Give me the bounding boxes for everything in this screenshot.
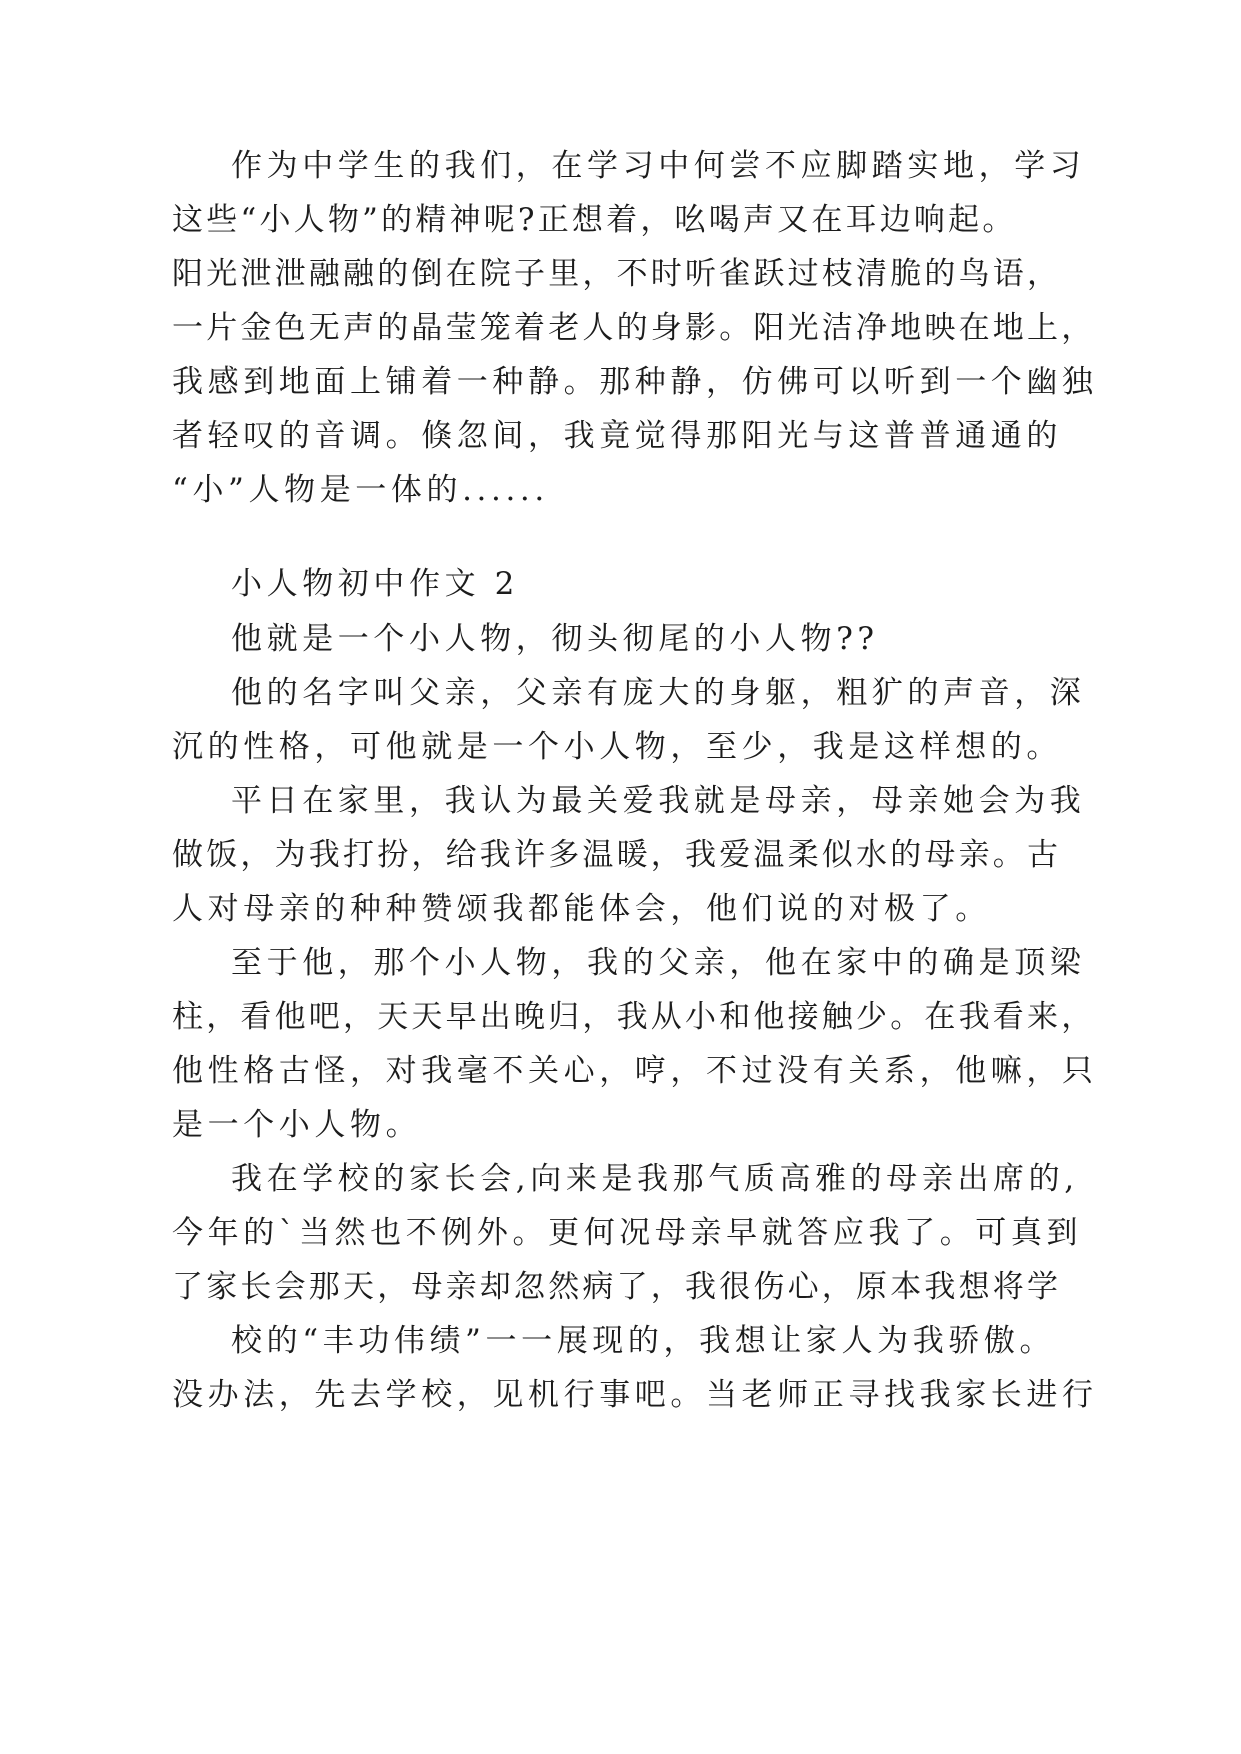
text-line: 柱，看他吧，天天早出晚归，我从小和他接触少。在我看来， — [172, 999, 1096, 1035]
text-line: 者轻叹的音调。倏忽间，我竟觉得那阳光与这普普通通的 — [172, 418, 1062, 454]
text-line: “小”人物是一体的...... — [172, 472, 549, 508]
text-line: 今年的`当然也不例外。更何况母亲早就答应我了。可真到 — [172, 1215, 1083, 1251]
text-line: 了家长会那天，母亲却忽然病了，我很伤心，原本我想将学 — [172, 1269, 1062, 1305]
section-heading: 小人物初中作文 2 — [231, 566, 519, 602]
text-line: 一片金色无声的晶莹笼着老人的身影。阳光洁净地映在地上， — [172, 310, 1096, 346]
text-line: 他就是一个小人物，彻头彻尾的小人物?? — [231, 621, 879, 657]
text-line: 校的“丰功伟绩”一一展现的，我想让家人为我骄傲。 — [231, 1323, 1056, 1359]
text-line: 他的名字叫父亲，父亲有庞大的身躯，粗犷的声音，深 — [231, 675, 1086, 711]
text-line: 作为中学生的我们，在学习中何尝不应脚踏实地，学习 — [231, 148, 1086, 184]
text-line: 人对母亲的种种赞颂我都能体会，他们说的对极了。 — [172, 891, 991, 927]
text-line: 做饭，为我打扮，给我许多温暖，我爱温柔似水的母亲。古 — [172, 837, 1062, 873]
text-line: 至于他，那个小人物，我的父亲，他在家中的确是顶梁 — [231, 945, 1086, 981]
text-line: 没办法，先去学校，见机行事吧。当老师正寻找我家长进行 — [172, 1377, 1098, 1413]
text-line: 这些“小人物”的精神呢?正想着，吆喝声又在耳边响起。 — [172, 202, 1017, 238]
text-line: 阳光泄泄融融的倒在院子里，不时听雀跃过枝清脆的鸟语， — [172, 256, 1062, 292]
text-line: 沉的性格，可他就是一个小人物，至少，我是这样想的。 — [172, 729, 1062, 765]
text-line: 我在学校的家长会,向来是我那气质高雅的母亲出席的, — [231, 1161, 1079, 1197]
text-line: 他性格古怪，对我毫不关心，哼，不过没有关系，他嘛，只 — [172, 1053, 1098, 1089]
text-line: 我感到地面上铺着一种静。那种静，仿佛可以听到一个幽独 — [172, 364, 1098, 400]
text-line: 是一个小人物。 — [172, 1107, 422, 1143]
text-line: 平日在家里，我认为最关爱我就是母亲，母亲她会为我 — [231, 783, 1086, 819]
